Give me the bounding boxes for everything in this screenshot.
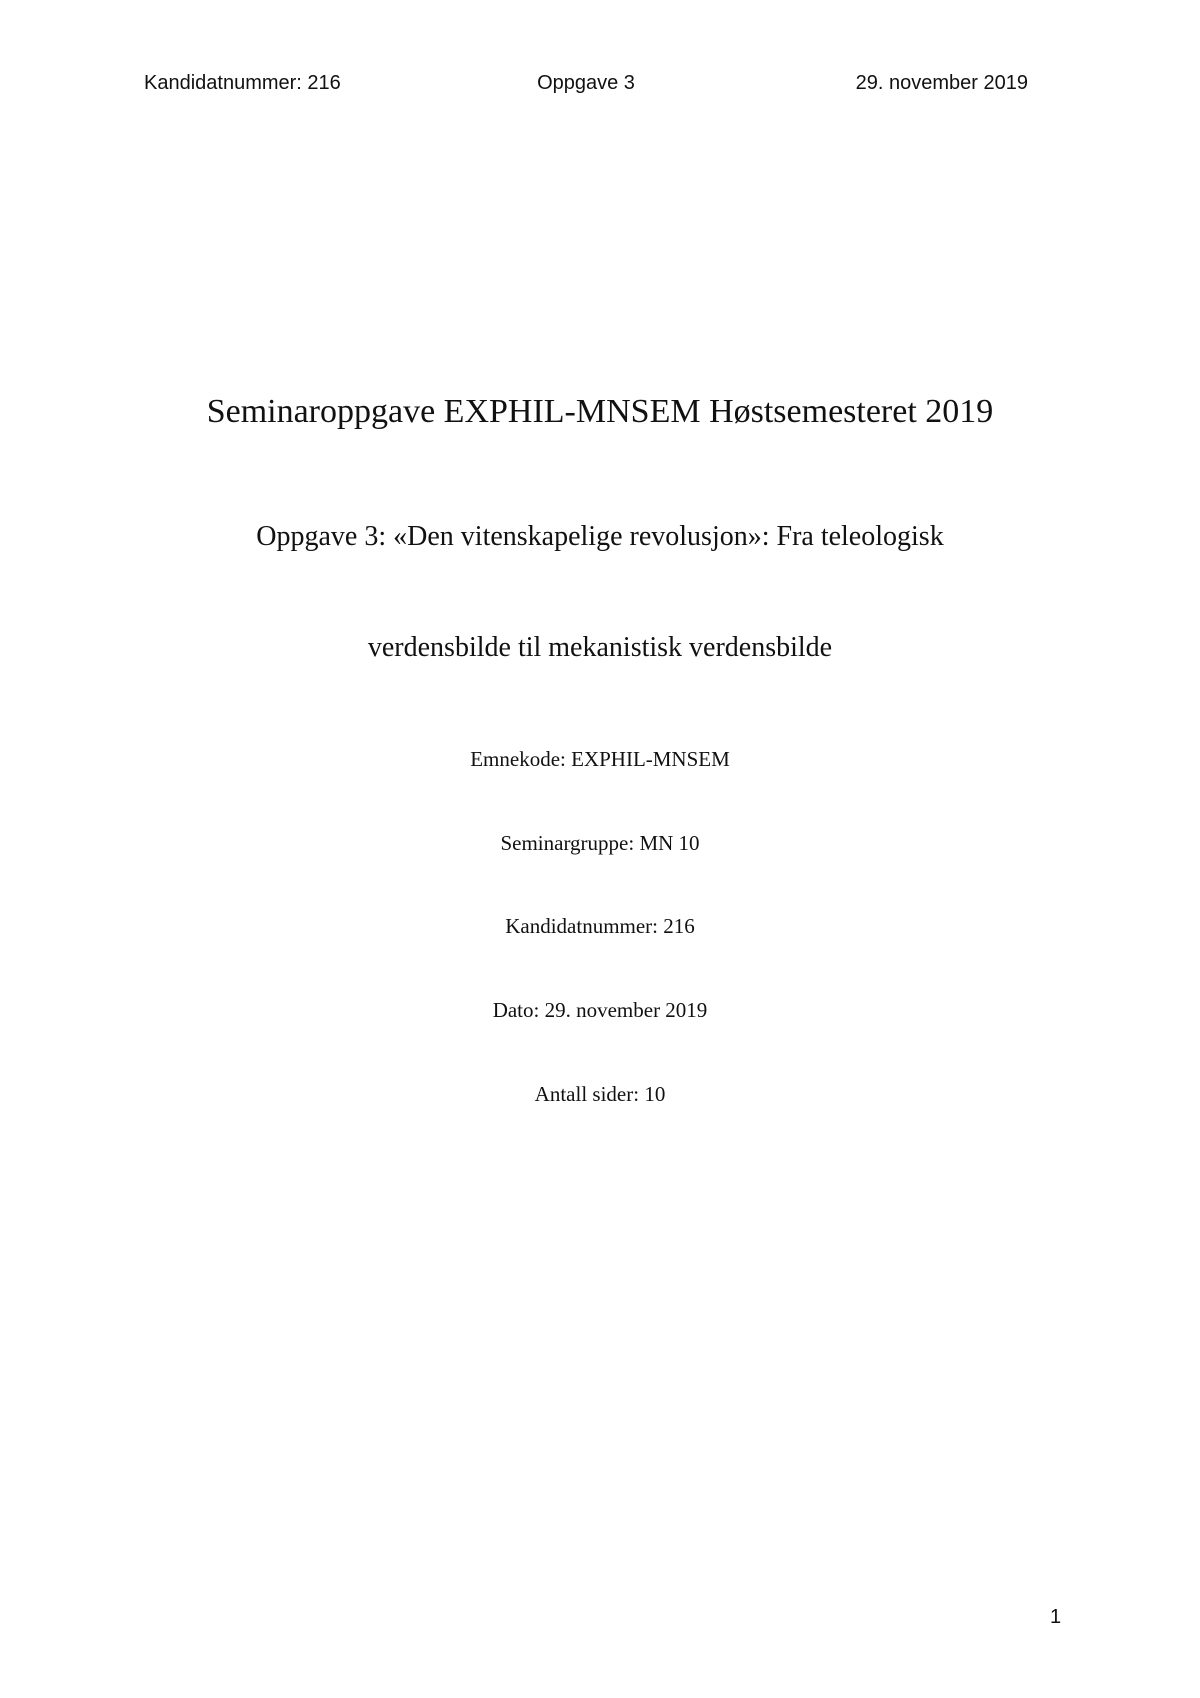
seminar-group: Seminargruppe: MN 10	[500, 831, 700, 855]
candidate-number: Kandidatnummer: 216	[505, 914, 695, 938]
page-header	[144, 72, 1028, 104]
document-title: Seminaroppgave EXPHIL-MNSEM Høstsemesteret 2019	[206, 393, 994, 430]
header-candidate-number: Kandidatnummer: 216	[144, 72, 341, 94]
subtitle-line-2: verdensbilde til mekanistisk verdensbilde	[367, 632, 833, 663]
page-number: 1	[1050, 1606, 1062, 1628]
subtitle-line-1: Oppgave 3: «Den vitenskapelige revolusjon»: Fra teleologisk	[256, 521, 944, 552]
page-count: Antall sider: 10	[534, 1082, 666, 1106]
header-assignment: Oppgave 3	[537, 72, 635, 94]
course-code: Emnekode: EXPHIL-MNSEM	[470, 747, 730, 771]
header-date: 29. november 2019	[855, 72, 1028, 94]
submission-date: Dato: 29. november 2019	[492, 998, 708, 1022]
